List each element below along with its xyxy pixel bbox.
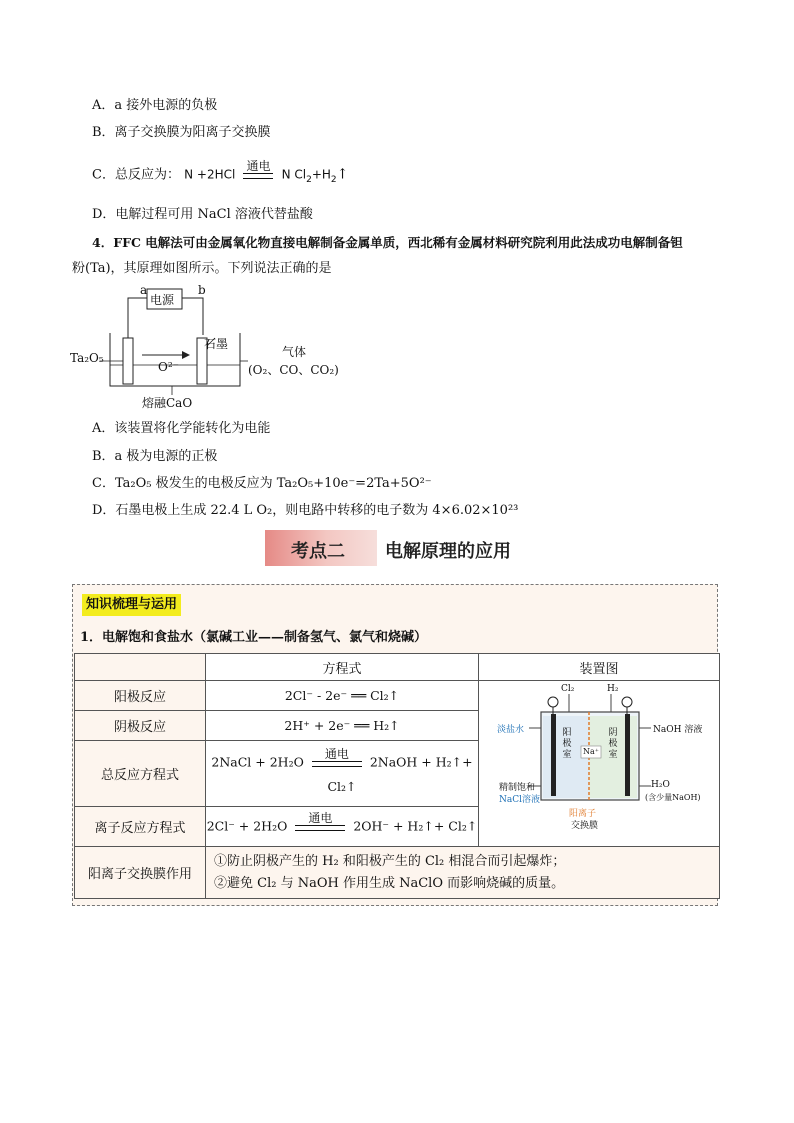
table-row <box>75 847 720 899</box>
molten-cao-label: 熔融CaO <box>142 396 193 410</box>
q4-stem-line2: 粉(Ta)，其原理如图所示。下列说法正确的是 <box>72 261 332 276</box>
section-title: 电解原理的应用 <box>385 541 511 562</box>
q4-option-c: C．Ta₂O₅ 极发生的电极反应为 Ta₂O₅+10e⁻=2Ta+5O²⁻ <box>92 476 432 491</box>
q4-stem-line1: 4．FFC 电解法可由金属氧化物直接电解制备金属单质，西北稀有金属材料研究院利用此法成功电解制备钽 <box>92 235 683 250</box>
terminal-a-label: a <box>140 283 148 297</box>
electrolysis-figure <box>70 283 360 413</box>
water-label-2: (含少量NaOH) <box>645 792 701 802</box>
cl2-outlet-label: Cl₂ <box>561 683 575 694</box>
sodium-ion-label: Na⁺ <box>583 746 599 756</box>
terminal-b-label: b <box>198 283 206 297</box>
power-source-label: 电源 <box>150 293 175 307</box>
membrane-label-1: 阳离子 <box>569 808 597 819</box>
electrolyzer-diagram <box>479 682 719 846</box>
refined-brine-label-2: NaCl溶液 <box>499 794 541 805</box>
refined-brine-label-1: 精制饱和 <box>499 782 536 793</box>
knowledge-kicker: 知识梳理与运用 <box>82 594 181 616</box>
q4-option-a: A．该装置将化学能转化为电能 <box>92 421 271 436</box>
equation-left: 2Cl⁻ + 2H₂O <box>206 818 288 833</box>
equals-sign <box>243 173 273 179</box>
q3-option-a: A．a 接外电源的负极 <box>92 98 218 113</box>
q3-option-c-left: N +2HCl <box>184 167 236 182</box>
row-label: 阳极反应 <box>75 681 206 711</box>
equation-left: 2NaCl + 2H₂O <box>211 754 304 770</box>
equation-condition: 通电 <box>308 810 333 825</box>
equation-right-continued: Cl₂↑ <box>327 779 357 794</box>
q4-option-b: B．a 极为电源的正极 <box>92 449 218 464</box>
membrane-purpose <box>206 847 720 899</box>
q3-option-c-condition: 通电 <box>246 159 271 173</box>
ta2o5-label: Ta₂O₅ <box>70 351 104 365</box>
row-label: 阳离子交换膜作用 <box>75 847 206 899</box>
q3-option-c-prefix: C．总反应为： <box>92 167 180 183</box>
membrane-purpose-point-2: ②避免 Cl₂ 与 NaOH 作用生成 NaClO 而影响烧碱的质量。 <box>214 875 565 891</box>
gas-label: 气体 <box>282 345 307 359</box>
equals-sign <box>295 825 345 831</box>
anode-room-label: 阳极室 <box>562 727 572 760</box>
section-tag: 考点二 <box>265 530 377 566</box>
oxide-ion-label: O²⁻ <box>158 360 179 374</box>
header-equation: 方程式 <box>206 654 479 681</box>
row-label: 阴极反应 <box>75 711 206 741</box>
row-label: 离子反应方程式 <box>75 807 206 847</box>
row-equation: 2H⁺ + 2e⁻ ══ H₂↑ <box>206 711 479 741</box>
membrane-label-2: 交换膜 <box>571 820 599 831</box>
row-equation <box>206 741 479 807</box>
table-header-row <box>75 654 720 681</box>
equation-right: 2OH⁻ + H₂↑+ Cl₂↑ <box>353 818 478 833</box>
naoh-solution-label: NaOH 溶液 <box>653 724 703 735</box>
equation-right: 2NaOH + H₂↑+ <box>369 754 473 770</box>
cathode-room-label: 阴极室 <box>608 727 618 760</box>
row-label: 总反应方程式 <box>75 741 206 807</box>
equation-condition: 通电 <box>324 747 349 761</box>
q3-option-c: C．总反应为： N +2HCl 通电 N $Cl_2+H_2↑$ <box>92 159 349 186</box>
row-equation: 2Cl⁻ - 2e⁻ ══ Cl₂↑ <box>206 681 479 711</box>
device-cell <box>479 681 720 847</box>
knowledge-subtitle: 1．电解饱和食盐水（氯碱工业——制备氢气、氯气和烧碱） <box>80 630 428 645</box>
header-device: 装置图 <box>479 654 720 681</box>
graphite-label: 石墨 <box>204 337 229 351</box>
gas-list-label: (O₂、CO、CO₂) <box>248 363 339 377</box>
membrane-purpose-point-1: ①防止阴极产生的 H₂ 和阳极产生的 Cl₂ 相混合而引起爆炸； <box>214 853 566 869</box>
table-row <box>75 681 720 711</box>
chlor-alkali-table <box>74 653 720 899</box>
q4-option-d: D．石墨电极上生成 22.4 L O₂，则电路中转移的电子数为 4×6.02×10²³ <box>92 503 519 518</box>
equals-sign <box>312 761 362 767</box>
q3-option-d: D．电解过程可用 NaCl 溶液代替盐酸 <box>92 207 313 222</box>
electrolyzer-svg <box>479 682 719 846</box>
row-equation <box>206 807 479 847</box>
dilute-brine-label: 淡盐水 <box>497 724 525 735</box>
q3-option-c-right2: +H <box>311 167 331 182</box>
q3-option-c-right: N Cl <box>281 167 307 182</box>
water-label-1: H₂O <box>651 779 670 790</box>
q3-option-b: B．离子交换膜为阳离子交换膜 <box>92 125 271 140</box>
h2-outlet-label: H₂ <box>607 683 619 694</box>
section-banner <box>265 530 525 566</box>
